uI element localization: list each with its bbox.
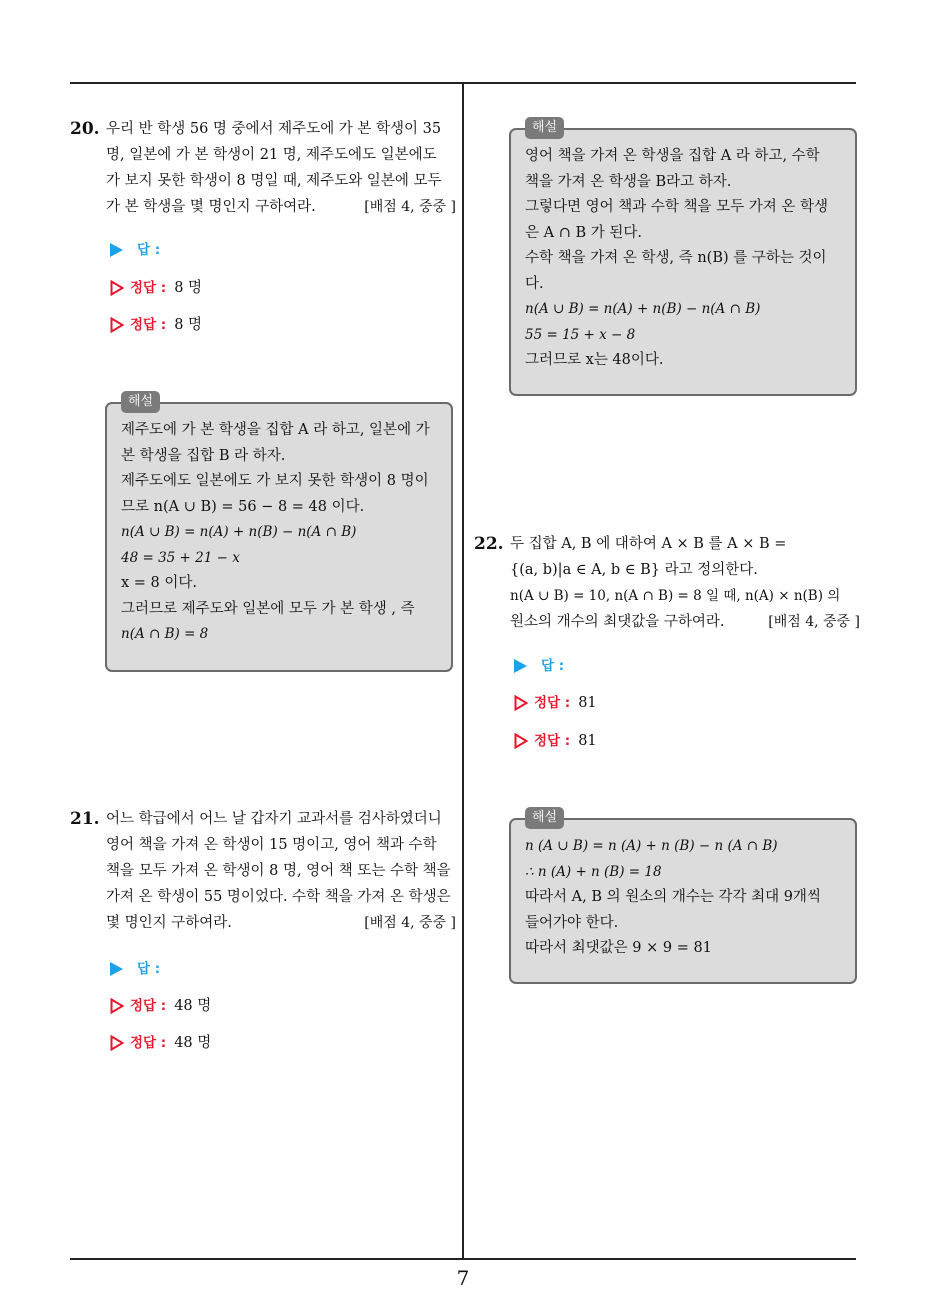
question-21: [70, 806, 456, 936]
triangle-outline-icon: [514, 733, 528, 749]
question-22: [474, 531, 860, 635]
correct-row: [110, 994, 211, 1018]
explanation-line: 48 = 35 + 21 − x: [121, 549, 240, 566]
explanation-line: 그렇다면 영어 책과 수학 책을 모두 가져 온 학생: [525, 199, 829, 215]
answer-label: 답 :: [541, 658, 565, 674]
correct-row: [110, 276, 202, 300]
correct-row: [514, 729, 597, 753]
explanation-line: 55 = 15 + x − 8: [525, 326, 636, 343]
explanation-line: 따라서 최댓값은 9 × 9 = 81: [525, 940, 712, 956]
score-meta: [배점 4, 중중 ]: [364, 199, 456, 215]
correct-row: [514, 691, 597, 715]
correct-label: 정답 :: [534, 695, 571, 711]
correct-label: 정답 :: [130, 317, 167, 333]
explanation-line: n (A ∪ B) = n (A) + n (B) − n (A ∩ B): [525, 838, 778, 854]
correct-answer: 48 명: [174, 1035, 212, 1051]
question-text: 책을 모두 가져 온 학생이 8 명, 영어 책 또는 수학 책을: [106, 863, 451, 879]
explanation-line: 그러므로 x는 48이다.: [525, 352, 664, 368]
answer-row: [514, 654, 564, 678]
question-text: 명, 일본에 가 본 학생이 21 명, 제주도에도 일본에도: [106, 147, 437, 163]
triangle-outline-icon: [110, 280, 124, 296]
triangle-outline-icon: [110, 998, 124, 1014]
question-text: 가 보지 못한 학생이 8 명일 때, 제주도와 일본에 모두: [106, 173, 442, 189]
explanation-line: 들어가야 한다.: [525, 914, 619, 931]
explanation-line: ∴ n (A) + n (B) = 18: [525, 863, 662, 880]
play-icon: [514, 659, 527, 673]
question-number: 22.: [474, 534, 504, 554]
question-text: 원소의 개수의 최댓값을 구하여라.: [510, 614, 725, 630]
explanation-line: 본 학생을 집합 B 라 하자.: [121, 447, 286, 464]
play-icon: [110, 962, 123, 976]
explanation-line: 수학 책을 가져 온 학생, 즉 n(B) 를 구하는 것이: [525, 250, 827, 266]
triangle-outline-icon: [110, 317, 124, 333]
explanation-tag: 해설: [525, 117, 564, 139]
play-icon: [110, 243, 123, 257]
explanation-line: 따라서 A, B 의 원소의 개수는 각각 최대 9개씩: [525, 889, 821, 905]
question-text: 영어 책을 가져 온 학생이 15 명이고, 영어 책과 수학: [106, 837, 437, 853]
explanation-line: n(A ∪ B) = n(A) + n(B) − n(A ∩ B): [121, 524, 357, 540]
explanation-line: 제주도에 가 본 학생을 집합 A 라 하고, 일본에 가: [121, 422, 430, 438]
explanation-line: n(A ∩ B) = 8: [121, 626, 209, 642]
bottom-rule: [70, 1258, 856, 1260]
question-text: {(a, b)|a ∈ A, b ∈ B} 라고 정의한다.: [510, 562, 758, 578]
question-text: 두 집합 A, B 에 대하여 A × B 를 A × B =: [510, 536, 787, 552]
explanation-line: 므로 n(A ∪ B) = 56 − 8 = 48 이다.: [121, 498, 365, 515]
answer-label: 답 :: [137, 242, 161, 258]
explanation-tag: 해설: [525, 807, 564, 829]
explanation-box: [509, 810, 857, 984]
answer-row: [110, 238, 160, 262]
question-text: n(A ∪ B) = 10, n(A ∩ B) = 8 일 때, n(A) × n(B) 의: [510, 588, 841, 604]
question-text: 어느 학급에서 어느 날 갑자기 교과서를 검사하였더니: [106, 811, 442, 827]
score-meta: [배점 4, 중중 ]: [768, 614, 860, 630]
explanation-line: 그러므로 제주도와 일본에 모두 가 본 학생 , 즉: [121, 600, 415, 617]
explanation-tag: 해설: [121, 391, 160, 413]
correct-label: 정답 :: [130, 1035, 167, 1051]
correct-label: 정답 :: [130, 280, 167, 296]
explanation-line: 다.: [525, 275, 544, 292]
question-20: [70, 116, 456, 220]
question-text: 가져 온 학생이 55 명이었다. 수학 책을 가져 온 학생은: [106, 889, 451, 905]
answer-row: [110, 957, 160, 981]
explanation-box: [509, 120, 857, 396]
correct-answer: 8 명: [174, 317, 203, 333]
explanation-line: 책을 가져 온 학생을 B라고 하자.: [525, 173, 732, 190]
score-meta: [배점 4, 중중 ]: [364, 915, 456, 931]
answer-label: 답 :: [137, 961, 161, 977]
page-number: 7: [456, 1266, 470, 1290]
correct-answer: 48 명: [174, 998, 212, 1014]
explanation-line: 제주도에도 일본에도 가 보지 못한 학생이 8 명이: [121, 473, 429, 489]
column-divider: [462, 83, 464, 1259]
correct-answer: 81: [578, 695, 597, 711]
correct-label: 정답 :: [534, 733, 571, 749]
correct-label: 정답 :: [130, 998, 167, 1014]
explanation-line: x = 8 이다.: [121, 575, 198, 591]
correct-answer: 8 명: [174, 280, 203, 296]
correct-answer: 81: [578, 733, 597, 749]
question-text: 가 본 학생을 몇 명인지 구하여라.: [106, 199, 316, 215]
question-text: 몇 명인지 구하여라.: [106, 915, 232, 931]
question-number: 20.: [70, 119, 100, 139]
correct-row: [110, 313, 202, 337]
question-number: 21.: [70, 809, 100, 829]
triangle-outline-icon: [110, 1035, 124, 1051]
explanation-line: n(A ∪ B) = n(A) + n(B) − n(A ∩ B): [525, 301, 761, 317]
explanation-box: [105, 394, 453, 672]
correct-row: [110, 1031, 211, 1055]
explanation-line: 은 A ∩ B 가 된다.: [525, 224, 642, 241]
triangle-outline-icon: [514, 695, 528, 711]
explanation-line: 영어 책을 가져 온 학생을 집합 A 라 하고, 수학: [525, 148, 820, 164]
question-text: 우리 반 학생 56 명 중에서 제주도에 가 본 학생이 35: [106, 121, 442, 137]
